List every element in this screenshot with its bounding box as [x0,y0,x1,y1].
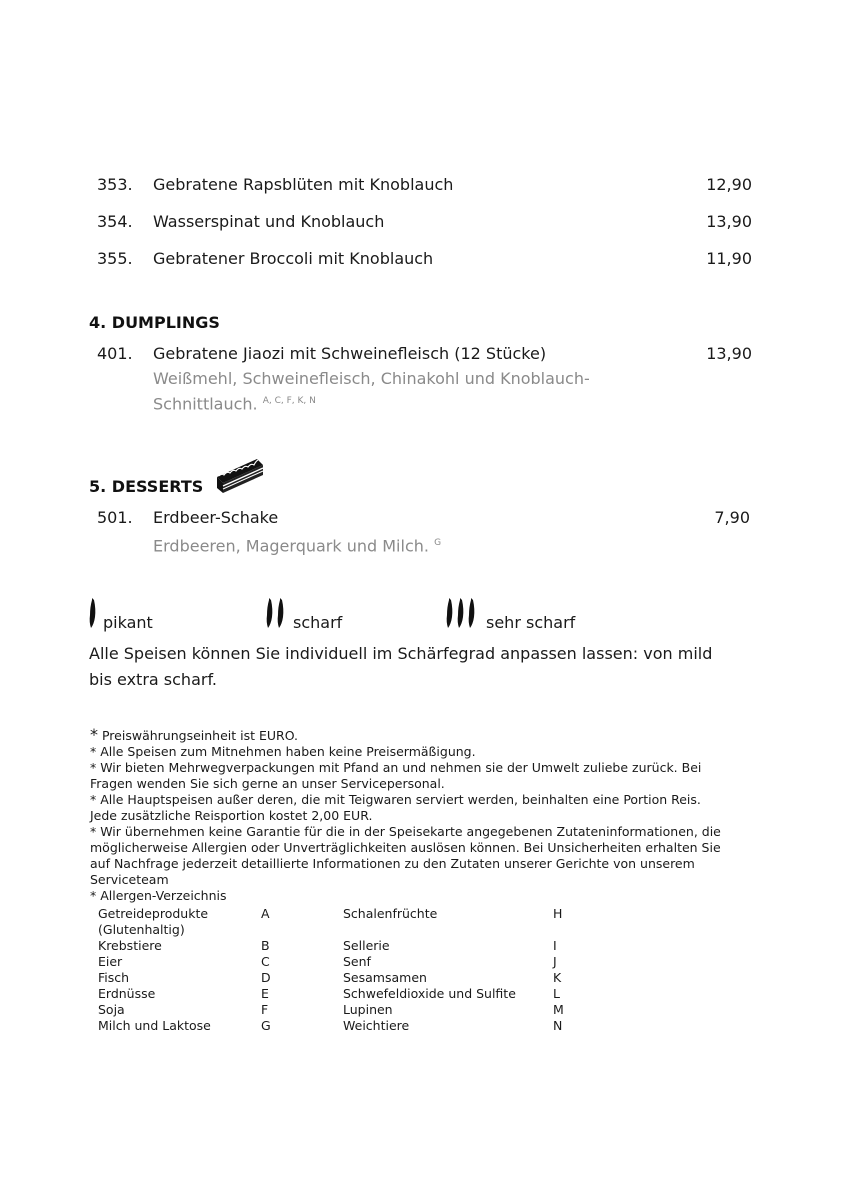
dish-price: 13,90 [706,212,752,231]
allergen-name: Schwefeldioxide und Sulfite [343,986,516,1001]
allergen-code: K [553,970,562,985]
dish-number: 353. [97,175,133,194]
allergen-code: C [261,954,270,969]
allergen-name: Getreideprodukte [98,906,209,921]
footnote-reusable: Fragen wenden Sie sich gerne an unser Servicepersonal. [90,776,445,791]
footnote-star: * [90,725,98,744]
allergen-name: Soja [98,1002,125,1017]
dish-name: Wasserspinat und Knoblauch [153,212,385,231]
allergen-code: D [261,970,271,985]
section-title-desserts: 5. DESSERTS [89,477,204,496]
dish-number: 401. [97,344,133,363]
allergen-code: F [261,1002,269,1017]
allergen-name: Lupinen [343,1002,393,1017]
dish-number: 355. [97,249,133,268]
section-title-dumplings: 4. DUMPLINGS [89,313,220,332]
allergen-name: Eier [98,954,123,969]
footnote-guarantee: auf Nachfrage jederzeit detaillierte Informationen zu den Zutaten unserer Gerichte von unserem [90,856,695,871]
allergen-name: Milch und Laktose [98,1018,211,1033]
dish-name: Gebratene Jiaozi mit Schweinefleisch (12 Stücke) [153,344,547,363]
allergen-name: Sellerie [343,938,390,953]
allergen-codes: A, C, F, K, N [262,396,316,406]
allergen-code: L [553,986,560,1001]
dish-name: Gebratene Rapsblüten mit Knoblauch [153,175,454,194]
spice-note [89,641,769,693]
footnote-takeaway: * Alle Speisen zum Mitnehmen haben keine Preisermäßigung. [90,744,476,759]
footnote-currency: Preiswährungseinheit ist EURO. [101,728,299,743]
footnotes [90,727,770,904]
chili-pepper-icon [264,597,290,629]
footnote-rice: * Alle Hauptspeisen außer deren, die mit Teigwaren serviert werden, beinhalten eine Portion Reis. [90,792,701,807]
chili-pepper-icon [444,597,480,629]
allergen-code: A [261,906,270,921]
dish-name: Erdbeer-Schake [153,508,279,527]
footnote-guarantee: Serviceteam [90,872,169,887]
allergen-code: J [553,954,557,969]
allergen-name: (Glutenhaltig) [98,922,185,937]
spice-note-line: Alle Speisen können Sie individuell im Schärfegrad anpassen lassen: von mild [89,644,713,663]
description-line: Weißmehl, Schweinefleisch, Chinakohl und Knoblauch- [153,369,590,388]
description-line: Schnittlauch. [153,394,258,414]
allergen-name: Weichtiere [343,1018,410,1033]
allergen-codes: G [434,538,442,548]
dish-description [153,368,590,415]
dish-number: 354. [97,212,133,231]
footnote-rice: Jede zusätzliche Reisportion kostet 2,00 EUR. [90,808,373,823]
chili-pepper-icon [87,597,99,629]
allergen-name: Erdnüsse [98,986,156,1001]
spice-note-line: bis extra scharf. [89,670,218,689]
dish-price: 12,90 [706,175,752,194]
allergen-name: Senf [343,954,371,969]
spice-label-pikant: pikant [103,613,153,632]
allergen-code: H [553,906,563,921]
allergen-name: Fisch [98,970,130,985]
allergen-code: M [553,1002,564,1017]
dish-price: 13,90 [706,344,752,363]
allergen-code: I [553,938,557,953]
allergen-code: N [553,1018,563,1033]
dish-name: Gebratener Broccoli mit Knoblauch [153,249,434,268]
cake-slice-icon [213,455,265,495]
allergen-name: Krebstiere [98,938,162,953]
allergen-name: Schalenfrüchte [343,906,438,921]
footnote-guarantee: * Wir übernehmen keine Garantie für die in der Speisekarte angegebenen Zutateninformationen, die [90,824,721,839]
allergen-name: Sesamsamen [343,970,427,985]
dish-price: 7,90 [714,508,750,527]
allergen-code: E [261,986,269,1001]
description-line: Erdbeeren, Magerquark und Milch. [153,536,429,556]
spice-label-sehr-scharf: sehr scharf [486,613,576,632]
dish-price: 11,90 [706,249,752,268]
footnote-guarantee: möglicherweise Allergien oder Unverträglichkeiten auslösen können. Bei Unsicherheiten erhalten Sie [90,840,721,855]
allergen-heading: * Allergen-Verzeichnis [90,888,227,903]
footnote-reusable: * Wir bieten Mehrwegverpackungen mit Pfand an und nehmen sie der Umwelt zuliebe zurück. Bei [90,760,702,775]
dish-description [153,532,441,557]
dish-number: 501. [97,508,133,527]
spice-label-scharf: scharf [293,613,343,632]
allergen-code: B [261,938,270,953]
allergen-code: G [261,1018,271,1033]
